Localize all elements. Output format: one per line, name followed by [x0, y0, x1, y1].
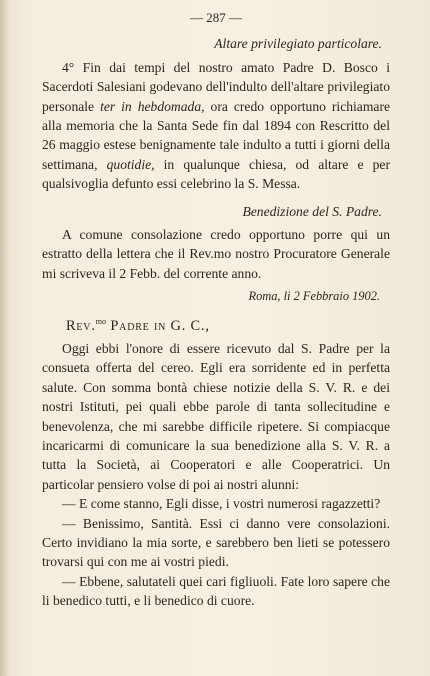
page-number: — 287 —	[190, 10, 242, 25]
letter-dialogue-question: — E come stanno, Egli disse, i vostri numerosi ragazzetti?	[62, 496, 381, 512]
salutation-rev: Rev.	[66, 317, 96, 334]
paragraph-altare-lead: 4° Fin dai tempi del nostro amato Padre D. Bosco i Sacerdoti Salesiani godevano dell'indulto dell'altare privilegiato personale	[42, 59, 390, 114]
paragraph-intro: A comune consolazione credo opportuno porre qui un estratto della lettera che il Rev.mo nostro Procuratore Generale mi scriveva il 2 Febb. del corrente anno.	[42, 227, 390, 281]
letter-salutation	[66, 312, 390, 336]
letter-paragraph-audience: Oggi ebbi l'onore di essere ricevuto dal S. Padre per la consueta offerta del cereo. Egli era sorridente ed in perfetta salute. Con somma bontà chiese notizie della S. V. R. e dei nostri Istituti, pei quali ebbe parole di tanta sollecitudine e benevolenza, che mi sarebbe difficile ripetere. Si compiacque incaricarmi di comunicare la sua benedizione alla S. V. R. a tutta la Società, ai Cooperatori e alle Cooperatrici. Un particolar pensiero volse di poi ai nostri alunni:	[42, 340, 390, 492]
page-content	[42, 8, 390, 611]
letter-dialogue-answer: — Benissimo, Santità. Essi ci danno vere consolazioni. Certo invidiano la mia sorte, e sarebbero ben lieti se potessero trovarsi qui con me ai vostri piedi.	[42, 515, 390, 570]
paragraph-altare-mid: ora credo opportuno richiamare alla memoria che la Santa Sede fin dal 1894 con Rescritto del 26 maggio estese benignamente tale indulto a tutti i giorni della settimana,	[42, 98, 391, 172]
paragraph-altare-latin-2: quotidie,	[106, 156, 155, 172]
place-date: Roma, li 2 Febbraio 1902.	[248, 289, 380, 304]
section-heading-benedizione: Benedizione del S. Padre.	[242, 203, 382, 219]
salutation-rest: Padre in G. C.,	[105, 317, 210, 334]
letter-dialogue-blessing: — Ebbene, salutateli quei cari figliuoli. Fate loro sapere che li benedico tutti, e li benedico di cuore.	[42, 573, 390, 609]
paragraph-altare-tail: in qualunque chiesa, od altare e per qualsivoglia defunto essi celebrino la S. Messa.	[42, 156, 390, 192]
paragraph-altare	[42, 58, 390, 194]
section-heading-altare: Altare privilegiato particolare.	[214, 36, 382, 52]
salutation-superscript: mo	[95, 316, 106, 326]
paragraph-altare-latin-1: ter in hebdomada,	[100, 98, 205, 114]
